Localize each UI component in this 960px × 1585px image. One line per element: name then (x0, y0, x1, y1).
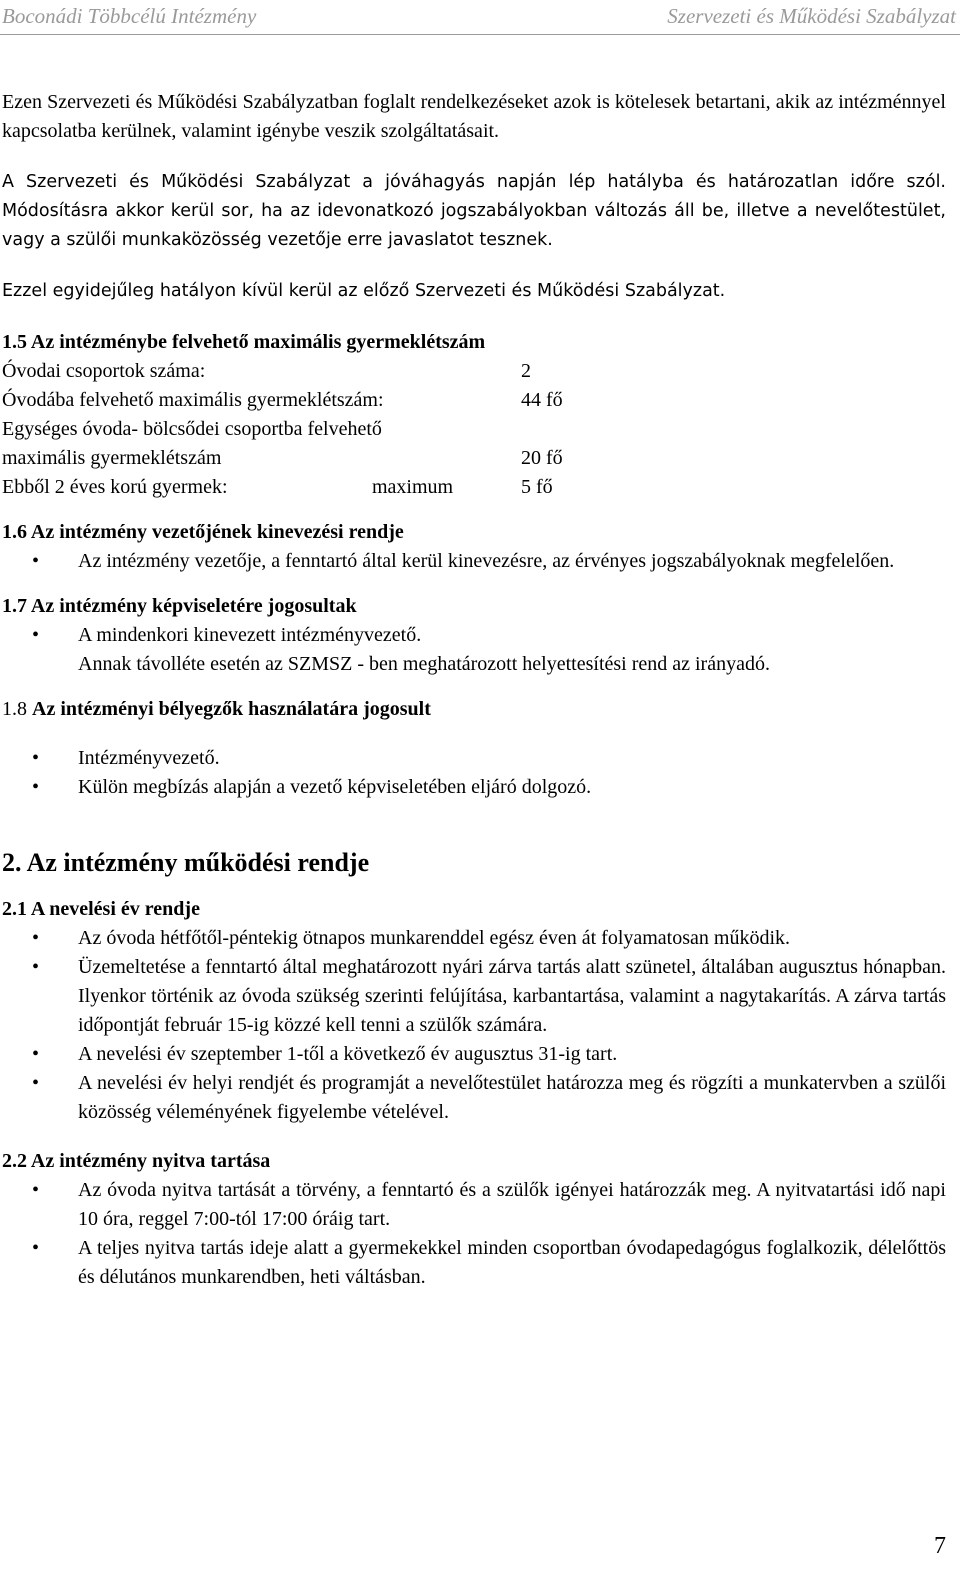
section-1-6-list (2, 547, 946, 576)
page-number: 7 (934, 1533, 946, 1559)
section-2-2-list (2, 1176, 946, 1292)
header-institution-name: Boconádi Többcélú Intézmény (2, 4, 257, 28)
capacity-value: 20 fő (521, 447, 563, 469)
section-1-7-heading: 1.7 Az intézmény képviseletére jogosultak (2, 595, 357, 617)
list-item: • Üzemeltetése a fenntartó által meghatározott nyári zárva tartás alatt szünetel, általában augusztus hónapban. Ilyenkor történik az óvoda szükség szerinti felújítása, karbantartása, valamint a nagytakarítás. A zárva tartás időpontját február 15-ig közzé kell tenni a szülők számára. (2, 953, 946, 1040)
capacity-row (2, 444, 946, 473)
list-item: • Az óvoda hétfőtől-péntekig ötnapos munkarenddel egész éven át folyamatosan működik. (2, 924, 946, 953)
intro-paragraph-3: Ezzel egyidejűleg hatályon kívül kerül az előző Szervezeti és Működési Szabályzat. (2, 281, 726, 301)
capacity-value: 44 fő (521, 389, 563, 411)
list-item: • Külön megbízás alapján a vezető képviseletében eljáró dolgozó. (2, 773, 946, 802)
header-rule (0, 34, 960, 35)
section-1-8-number: 1.8 (2, 698, 27, 720)
capacity-table (2, 357, 946, 502)
list-item: • A teljes nyitva tartás ideje alatt a gyermekekkel minden csoportban óvodapedagógus foglalkozik, délelőttös és délutános munkarendben, heti váltásban. (2, 1234, 946, 1292)
capacity-row (2, 415, 946, 444)
list-item: • Intézményvezető. (2, 744, 946, 773)
capacity-label: Ebből 2 éves korú gyermek: (2, 476, 228, 498)
list-item: • A nevelési év helyi rendjét és programját a nevelőtestület határozza meg és rögzíti a munkatervben a szülői közösség véleményének figyelembe vételével. (2, 1069, 946, 1127)
header-document-title: Szervezeti és Működési Szabályzat (667, 4, 956, 28)
list-item: • A mindenkori kinevezett intézményvezető. (2, 621, 946, 650)
capacity-row (2, 357, 946, 386)
capacity-row (2, 473, 946, 502)
section-1-5-heading: 1.5 Az intézménybe felvehető maximális gyermeklétszám (2, 331, 486, 353)
capacity-label: maximális gyermeklétszám (2, 447, 222, 469)
section-2-1-heading: 2.1 A nevelési év rendje (2, 898, 200, 920)
intro-paragraph-2: A Szervezeti és Működési Szabályzat a jóváhagyás napján lép hatályba és határozatlan időre szól. Módosításra akkor kerül sor, ha az idevonatkozó jogszabályokban változás áll be, illetve a nevelőtestület, vagy a szülői munkaközösség vezetője erre javaslatot tesznek. (2, 172, 946, 250)
list-item: • A nevelési év szeptember 1-től a következő év augusztus 31-ig tart. (2, 1040, 946, 1069)
section-1-6-heading: 1.6 Az intézmény vezetőjének kinevezési rendje (2, 521, 404, 543)
section-2-1-list (2, 924, 946, 1127)
capacity-value: 2 (521, 360, 531, 382)
capacity-label: Óvodai csoportok száma: (2, 360, 206, 382)
capacity-value: 5 fő (521, 476, 553, 498)
section-2-heading: 2. Az intézmény működési rendje (2, 848, 370, 877)
page-header (0, 0, 960, 40)
section-1-8-title: Az intézményi bélyegzők használatára jogosult (32, 698, 431, 720)
document-body (2, 88, 946, 1292)
list-item-continuation: Annak távolléte esetén az SZMSZ - ben meghatározott helyettesítési rend az irányadó. (78, 653, 770, 675)
section-1-7-list (2, 621, 946, 679)
section-1-8-list (2, 744, 946, 802)
intro-paragraph-1: Ezen Szervezeti és Működési Szabályzatban foglalt rendelkezéseket azok is kötelesek betartani, akik az intézménnyel kapcsolatba kerülnek, valamint igénybe veszik szolgáltatásait. (2, 91, 946, 142)
section-1-8-heading (2, 695, 946, 724)
list-item: • Az intézmény vezetője, a fenntartó által kerül kinevezésre, az érvényes jogszabályoknak megfelelően. (2, 547, 946, 576)
capacity-label: Óvodába felvehető maximális gyermeklétszám: (2, 389, 384, 411)
section-2-2-heading: 2.2 Az intézmény nyitva tartása (2, 1150, 271, 1172)
list-item: • Az óvoda nyitva tartását a törvény, a fenntartó és a szülők igényei határozzák meg. A nyitvatartási idő napi 10 óra, reggel 7:00-tól 17:00 óráig tart. (2, 1176, 946, 1234)
capacity-label: Egységes óvoda- bölcsődei csoportba felvehető (2, 418, 382, 440)
capacity-row (2, 386, 946, 415)
capacity-qualifier: maximum (372, 476, 454, 498)
